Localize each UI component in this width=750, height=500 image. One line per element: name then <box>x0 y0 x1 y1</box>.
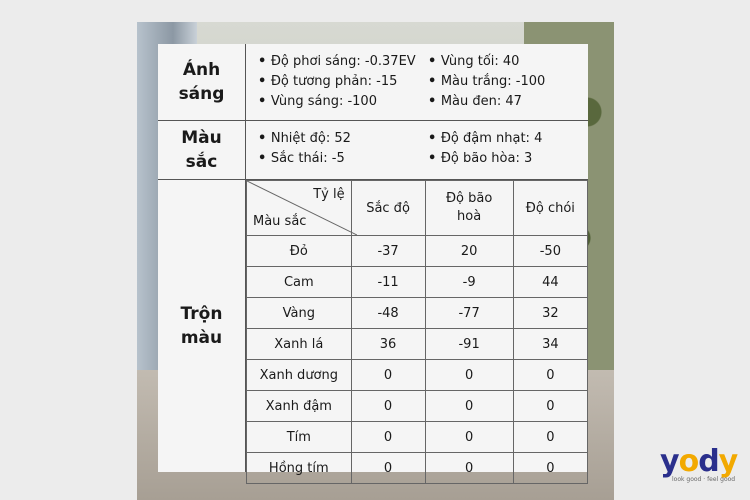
logo-slogan: look good · feel good <box>672 476 736 483</box>
cell: 20 <box>425 236 513 267</box>
lighting-item: • Vùng tối: 40 <box>428 52 545 72</box>
row-name: Xanh đậm <box>247 391 352 422</box>
color-item: • Sắc thái: -5 <box>258 149 351 169</box>
cell: 0 <box>351 453 425 484</box>
cell: 0 <box>351 391 425 422</box>
cell: 36 <box>351 329 425 360</box>
cell: 0 <box>425 422 513 453</box>
cell: -77 <box>425 298 513 329</box>
lighting-label: Ánh sáng <box>158 44 246 120</box>
logo-letter: d <box>698 444 719 479</box>
row-name: Xanh dương <box>247 360 352 391</box>
mix-table <box>246 180 588 484</box>
mix-label: Trộn màu <box>158 180 246 472</box>
color-item: • Nhiệt độ: 52 <box>258 129 351 149</box>
color-col2 <box>428 129 542 169</box>
logo-letter: y <box>718 444 738 479</box>
color-label: Màu sắc <box>158 121 246 179</box>
lighting-item: • Độ phơi sáng: -0.37EV <box>258 52 416 72</box>
column-header: Sắc độ <box>351 181 425 236</box>
table-row <box>247 453 588 484</box>
color-item: • Độ đậm nhạt: 4 <box>428 129 542 149</box>
cell: 34 <box>513 329 587 360</box>
cell: -91 <box>425 329 513 360</box>
row-name: Vàng <box>247 298 352 329</box>
lighting-col2 <box>428 52 545 112</box>
diagonal-top-label: Tỷ lệ <box>313 187 345 202</box>
row-name: Đỏ <box>247 236 352 267</box>
lighting-section <box>158 44 588 121</box>
cell: 0 <box>425 360 513 391</box>
row-name: Hồng tím <box>247 453 352 484</box>
settings-card <box>158 44 588 476</box>
cell: 0 <box>351 422 425 453</box>
row-name: Cam <box>247 267 352 298</box>
lighting-col1 <box>258 52 416 112</box>
lighting-item: • Màu đen: 47 <box>428 92 545 112</box>
row-name: Xanh lá <box>247 329 352 360</box>
cell: -48 <box>351 298 425 329</box>
logo-letter: y <box>660 444 679 479</box>
cell: -9 <box>425 267 513 298</box>
cell: 0 <box>513 453 587 484</box>
cell: 44 <box>513 267 587 298</box>
table-row <box>247 391 588 422</box>
table-row <box>247 298 588 329</box>
cell: -50 <box>513 236 587 267</box>
color-col1 <box>258 129 351 169</box>
lighting-item: • Độ tương phản: -15 <box>258 72 416 92</box>
logo-letter: o <box>678 444 699 479</box>
color-section <box>158 121 588 180</box>
cell: 32 <box>513 298 587 329</box>
table-row <box>247 360 588 391</box>
diagonal-header-cell <box>247 181 352 236</box>
diagonal-bottom-label: Màu sắc <box>253 214 307 229</box>
column-header: Độ bão hoà <box>425 181 513 236</box>
color-item: • Độ bão hòa: 3 <box>428 149 542 169</box>
lighting-item: • Vùng sáng: -100 <box>258 92 416 112</box>
cell: -37 <box>351 236 425 267</box>
table-row <box>247 267 588 298</box>
column-header: Độ chói <box>513 181 587 236</box>
cell: -11 <box>351 267 425 298</box>
table-row <box>247 329 588 360</box>
mix-header-row <box>247 181 588 236</box>
cell: 0 <box>513 391 587 422</box>
cell: 0 <box>425 453 513 484</box>
table-row <box>247 422 588 453</box>
table-row <box>247 236 588 267</box>
cell: 0 <box>513 360 587 391</box>
cell: 0 <box>351 360 425 391</box>
lighting-item: • Màu trắng: -100 <box>428 72 545 92</box>
row-name: Tím <box>247 422 352 453</box>
yody-logo <box>660 444 738 479</box>
cell: 0 <box>425 391 513 422</box>
cell: 0 <box>513 422 587 453</box>
